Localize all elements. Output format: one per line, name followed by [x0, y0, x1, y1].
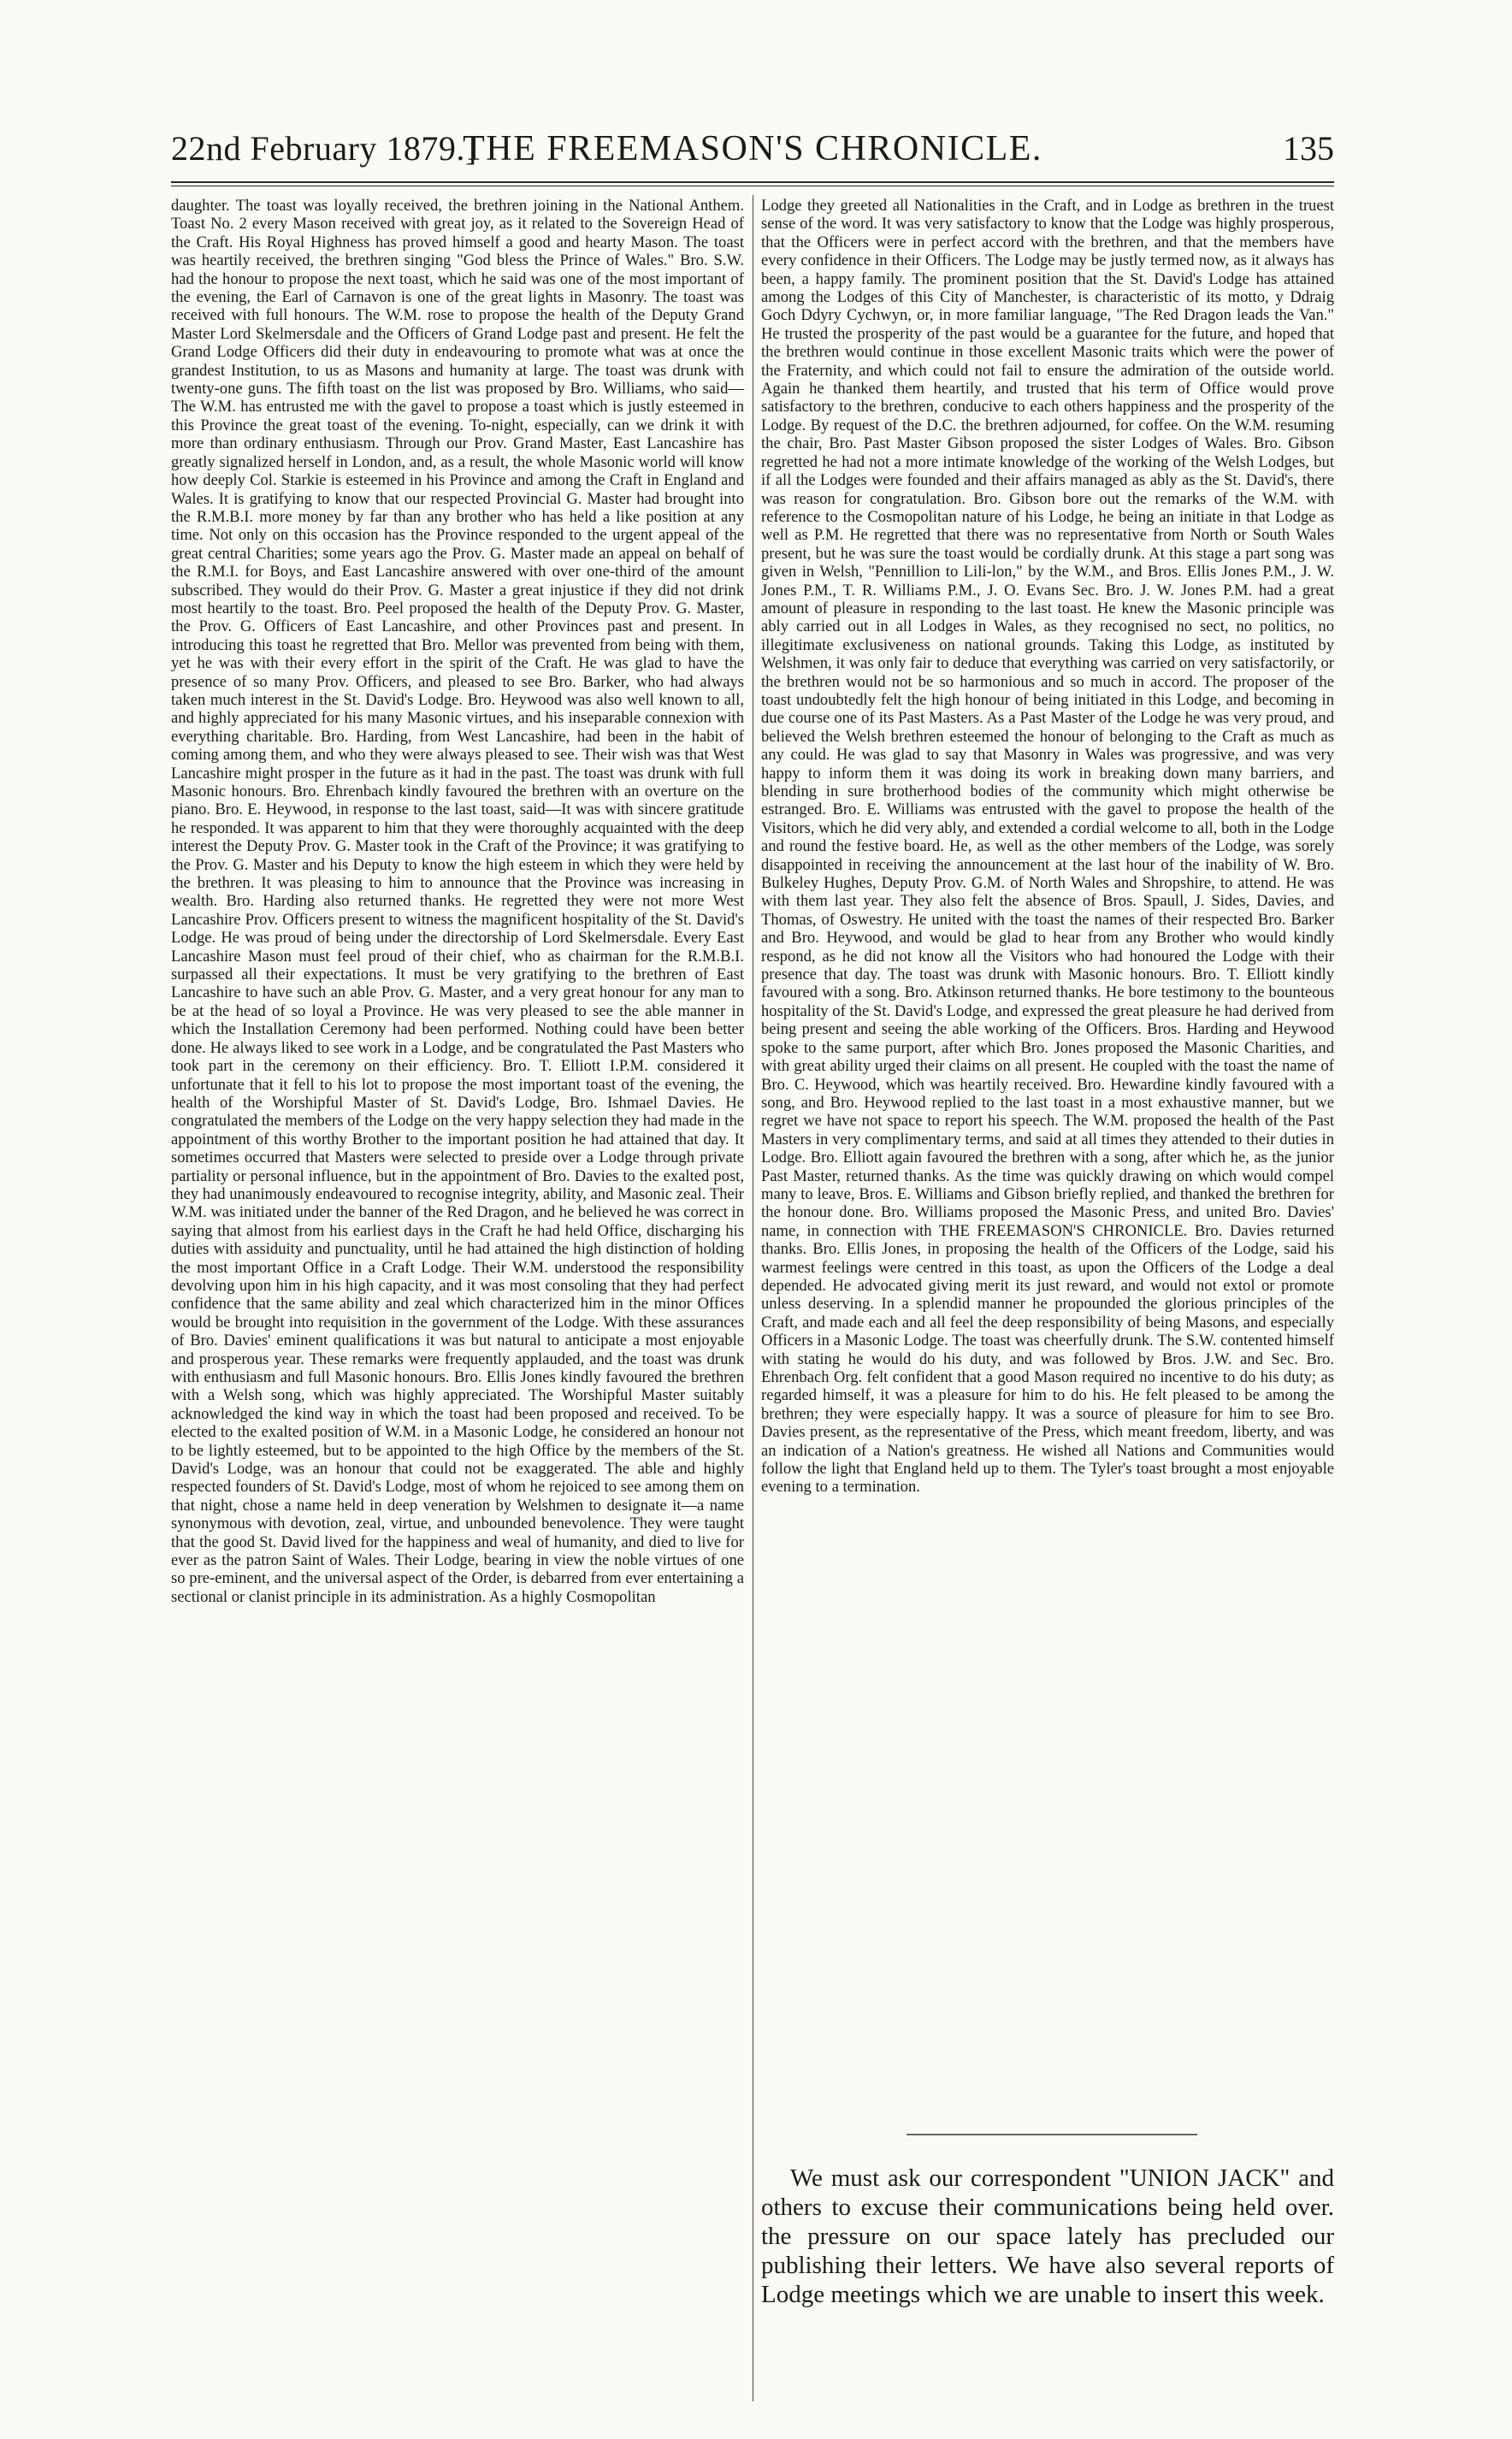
right-column [761, 197, 1334, 1787]
left-column-text: daughter. The toast was loyally received, the brethren joining in the National Anthem. Toast No. 2 every Mason received with great joy, as it related to the Sovereign Head of the Craft. His Royal Highness has proved himself a good and hearty Mason. The toast was heartily received, the brethren singing "God bless the Prince of Wales." Bro. S.W. had the honour to propose the next toast, which he said was one of the most important of the evening, the Earl of Carnavon is one of the great lights in Masonry. The toast was received with full honours. The W.M. rose to propose the health of the Deputy Grand Master Lord Skelmersdale and the Officers of Grand Lodge past and present. He felt the Grand Lodge Officers did their duty in endeavouring to promote what was at once the grandest Institution, to us as Masons and humanity at large. The toast was drunk with twenty-one guns. The fifth toast on the list was proposed by Bro. Williams, who said—The W.M. has entrusted me with the gavel to propose a toast which is justly esteemed in this Province the great toast of the evening. To-night, especially, can we drink it with more than ordinary enthusiasm. Through our Prov. Grand Master, East Lancashire has greatly signalized herself in London, and, as a result, the whole Masonic world will know how deeply Col. Starkie is esteemed in his Province and among the Craft in England and Wales. It is gratifying to know that our respected Provincial G. Master had brought into the R.M.B.I. more money by far than any brother who has held a like position at any time. Not only on this occasion has the Province responded to the urgent appeal of the great central Charities; some years ago the Prov. G. Master made an appeal on behalf of the R.M.I. for Boys, and East Lancashire answered with over one-third of the amount subscribed. They would do their Prov. G. Master a great injustice if they did not drink most heartily to the toast. Bro. Peel proposed the health of the Deputy Prov. G. Master, the Prov. G. Officers of East Lancashire, and other Provinces past and present. In introducing this toast he regretted that Bro. Mellor was prevented from being with them, yet he was with their every effort in the spirit of the Craft. He was glad to have the presence of so many Prov. Officers, and pleased to see Bro. Barker, who had always taken much interest in the St. David's Lodge. Bro. Heywood was also well known to all, and highly appreciated for his many Masonic virtues, and his inseparable connexion with everything charitable. Bro. Harding, from West Lancashire, had been in the habit of coming among them, and who they were always pleased to see. Their wish was that West Lancashire might prosper in the future as it had in the past. The toast was drunk with full Masonic honours. Bro. Ehrenbach kindly favoured the brethren with an overture on the piano. Bro. E. Heywood, in response to the last toast, said—It was with sincere gratitude he responded. It was apparent to him that they were thoroughly acquainted with the deep interest the Deputy Prov. G. Master took in the Craft of the Province; it was gratifying to the Prov. G. Master and his Deputy to know the high esteem in which they were held by the brethren. It was pleasing to him to announce that the Province was increasing in wealth. Bro. Harding also returned thanks. He regretted they were not more West Lancashire Prov. Officers present to witness the magnificent hospitality of the St. David's Lodge. He was proud of being under the directorship of Lord Skelmersdale. Every East Lancashire Mason must feel proud of their chief, who as chairman for the R.M.B.I. surpassed all their expectations. It must be very gratifying to the brethren of East Lancashire to have such an able Prov. G. Master, and a very great honour for any man to be at the head of so loyal a Province. He was very pleased to see the able manner in which the Installation Ceremony had been performed. Nothing could have been better done. He always liked to see work in a Lodge, and be congratulated the Past Masters who took part in the ceremony on their efficiency. Bro. T. Elliott I.P.M. considered it unfortunate that it fell to his lot to propose the most important toast of the evening, the health of the Worshipful Master of St. David's Lodge, Bro. Ishmael Davies. He congratulated the members of the Lodge on the very happy selection they had made in the appointment of this worthy Brother to the important position he had attained that day. It sometimes occurred that Masters were selected to preside over a Lodge through private partiality or personal influence, but in the appointment of Bro. Davies to the exalted post, they had unanimously endeavoured to recognise integrity, ability, and Masonic zeal. Their W.M. was initiated under the banner of the Red Dragon, and he believed he was correct in saying that almost from his earliest days in the Craft he had held Office, discharging his duties with assiduity and punctuality, until he had attained the high distinction of holding the most important Office in a Craft Lodge. Their W.M. understood the responsibility devolving upon him in his high capacity, and it was most consoling that they had perfect confidence that the same ability and zeal which characterized him in the minor Offices would be brought into requisition in the government of the Lodge. With these assurances of Bro. Davies' eminent qualifications it was but natural to anticipate a most enjoyable and prosperous year. These remarks were frequently applauded, and the toast was drunk with enthusiasm and full Masonic honours. Bro. Ellis Jones kindly favoured the brethren with a Welsh song, which was highly appreciated. The Worshipful Master suitably acknowledged the kind way in which the toast had been proposed and received. To be elected to the exalted position of W.M. in a Masonic Lodge, he considered an honour not to be lightly esteemed, but to be appointed to the high Office by the members of the St. David's Lodge, was an honour that could not be exaggerated. The able and highly respected founders of St. David's Lodge, most of whom he rejoiced to see among them on that night, chose a name held in deep veneration by Welshmen to designate it—a name synonymous with devotion, zeal, virtue, and unbounded benevolence. They were taught that the good St. David lived for the happiness and weal of humanity, and died to live for ever as the patron Saint of Wales. Their Lodge, bearing in view the noble virtues of one so pre-eminent, and the universal aspect of the Order, is debarred from ever entertaining a sectional or clanist principle in its administration. As a highly Cosmopolitan [171, 197, 745, 1606]
masthead [171, 128, 1334, 183]
editorial-notice [761, 2164, 1334, 2309]
issue-date: 22nd February 1879.] [171, 129, 477, 168]
left-column [171, 197, 744, 2420]
publication-title: THE FREEMASON'S CHRONICLE. [463, 129, 1042, 168]
section-separator [907, 2134, 1197, 2135]
right-column-text: Lodge they greeted all Nationalities in the Craft, and in Lodge as brethren in the truest sense of the word. It was very satisfactory to know that the Lodge was highly prosperous, that the Officers were in perfect accord with the brethren, and that the members have every confidence in their Officers. The Lodge may be justly termed now, as it always has been, a happy family. The prominent position that the St. David's Lodge has attained among the Lodges of this City of Manchester, is characteristic of its motto, y Ddraig Goch Ddyry Cychwyn, or, in more familiar language, "The Red Dragon leads the Van." He trusted the prosperity of the past would be a guarantee for the future, and hoped that the brethren would continue in those excellent Masonic traits which were the power of the Fraternity, and which could not fail to ensure the admiration of the outside world. Again he thanked them heartily, and trusted that his term of Office would prove satisfactory to the brethren, conducive to each others happiness and the prosperity of the Lodge. By request of the D.C. the brethren adjourned, for coffee. On the W.M. resuming the chair, Bro. Past Master Gibson proposed the sister Lodges of Wales. Bro. Gibson regretted he had not a more intimate knowledge of the working of the Welsh Lodges, but if all the Lodges were founded and their affairs managed as ably as the St. David's, there was reason for congratulation. Bro. Gibson bore out the remarks of the W.M. with reference to the Cosmopolitan nature of his Lodge, he being an initiate in that Lodge as well as P.M. He regretted that there was no representative from North or South Wales present, but he was sure the toast would be cordially drunk. At this stage a part song was given in Welsh, "Pennillion to Lili-lon," by the W.M., and Bros. Ellis Jones P.M., J. W. Jones P.M., T. R. Williams P.M., J. O. Evans Sec. Bro. J. W. Jones P.M. had a great amount of pleasure in responding to the last toast. He knew the Masonic principle was ably carried out in all Lodges in Wales, as they recognised no sect, no politics, no illegitimate exclusiveness on national grounds. Taking this Lodge, as instituted by Welshmen, it was only fair to deduce that everything was carried on very satisfactorily, or the brethren would not be so harmonious and so much in accord. The proposer of the toast undoubtedly felt the high honour of being initiated in this Lodge, and becoming in due course one of its Past Masters. As a Past Master of the Lodge he was very proud, and believed the Welsh brethren esteemed the honour of belonging to the Craft as much as any could. He was glad to say that Masonry in Wales was progressive, and was very happy to inform them it was doing its work in breaking down many barriers, and blending in sure brotherhood bodies of the community which might otherwise be estranged. Bro. E. Williams was entrusted with the gavel to propose the health of the Visitors, which he did very ably, and extended a cordial welcome to all, both in the Lodge and round the festive board. He, as well as the other members of the Lodge, was sorely disappointed in receiving the announcement at the last hour of the inability of W. Bro. Bulkeley Hughes, Deputy Prov. G.M. of North Wales and Shropshire, to attend. He was with them last year. They also felt the absence of Bros. Spaull, J. Sides, Davies, and Thomas, of Oswestry. He united with the toast the names of their respected Bro. Barker and Bro. Heywood, and would be glad to hear from any Brother who would kindly respond, as he did not know all the Visitors who had honoured the Lodge with their presence that day. The toast was drunk with Masonic honours. Bro. T. Elliott kindly favoured with a song. Bro. Atkinson returned thanks. He bore testimony to the bounteous hospitality of the St. David's Lodge, and expressed the great pleasure he had derived from being present and seeing the able working of the Officers. Bros. Harding and Heywood spoke to the same purport, after which Bro. Jones proposed the Masonic Charities, and with great ability urged their claims on all present. He coupled with the toast the name of Bro. C. Heywood, which was heartily received. Bro. Hewardine kindly favoured with a song, and Bro. Heywood replied to the last toast in a most exhaustive manner, but we regret we have not space to report his speech. The W.M. proposed the health of the Past Masters in very complimentary terms, and said at all times they attended to their duties in Lodge. Bro. Elliott again favoured the brethren with a song, after which he, as the junior Past Master, returned thanks. As the time was quickly drawing on which would compel many to leave, Bros. E. Williams and Gibson briefly replied, and thanked the brethren for the honour done. Bro. Williams proposed the Masonic Press, and united Bro. Davies' name, in connection with THE FREEMASON'S CHRONICLE. Bro. Davies returned thanks. Bro. Ellis Jones, in proposing the health of the Officers of the Lodge, said his warmest feelings were centred in this toast, as upon the Officers of the Lodge a deal depended. He advocated giving merit its just reward, and would not extol or promote unless deserving. In a splendid manner he propounded the glorious principles of the Craft, and made each and all feel the deep responsibility of being Masons, and especially Officers in a Masonic Lodge. The toast was cheerfully drunk. The S.W. contented himself with stating he would do his duty, and was followed by Bros. J.W. and Sec. Bro. Ehrenbach Org. felt confident that a good Mason required no incentive to do his duty; as regarded himself, it was a pleasure for him to do his. He felt pleased to be among the brethren; they were especially happy. It was a source of pleasure for him to see Bro. Davies present, as the representative of the Press, which meant freedom, liberty, and was an indication of a Nation's greatness. He wished all Nations and Communities would follow the light that England held up to them. The Tyler's toast brought a most enjoyable evening to a termination. [761, 197, 1334, 1497]
page-number: 135 [1283, 129, 1334, 168]
notice-text: We must ask our correspondent "UNION JACK" and others to excuse their communications being held over. the pressure on our space lately has precluded our publishing their letters. We have also several reports of Lodge meetings which we are unable to insert this week. [761, 2164, 1334, 2308]
masthead-rule [171, 181, 1334, 183]
